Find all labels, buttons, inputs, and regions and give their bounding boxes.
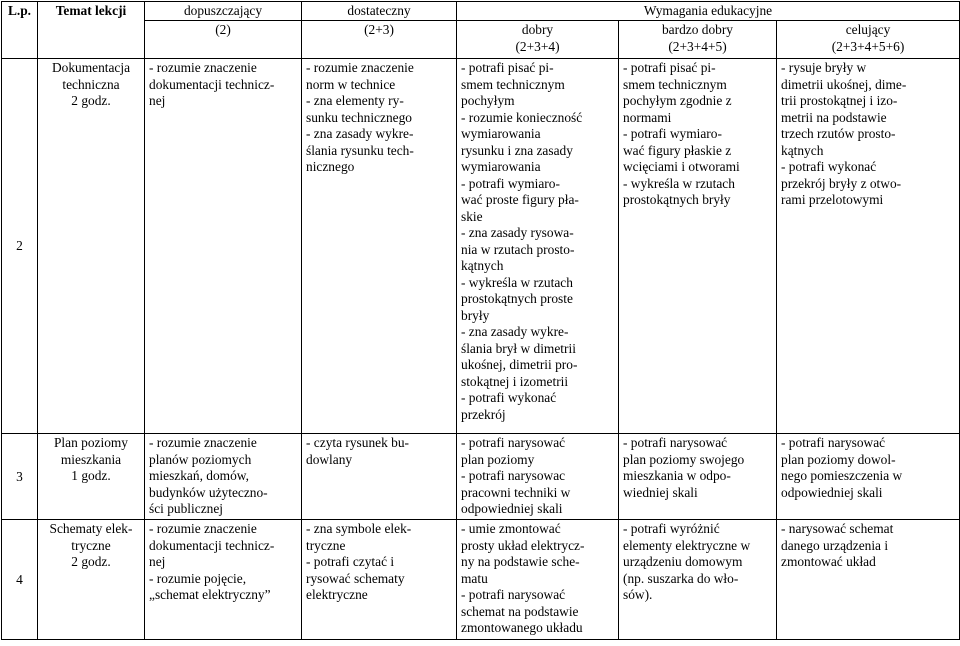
requirement-cell: - rysuje bryły w dimetrii ukośnej, dime- trii prostokątnej i izo- metrii na podstawie trzech rzutów prosto- kątnych - potrafi wykonać przekrój bryły z otwo- rami przelotowymi [777, 59, 960, 434]
header-level-2-code [302, 21, 457, 59]
header-level-5 [777, 21, 960, 59]
requirement-cell: - czyta rysunek bu- dowlany [302, 434, 457, 520]
requirement-cell: - potrafi wyróżnić elementy elektryczne w urządzeniu domowym (np. suszarka do wło- sów). [619, 520, 777, 640]
lesson-topic: Schematy elek- tryczne 2 godz. [38, 520, 145, 640]
requirement-cell: - potrafi narysować plan poziomy - potrafi narysowac pracowni techniki w odpowiedniej skali [457, 434, 619, 520]
requirement-cell: - potrafi pisać pi- smem technicznym pochyłym zgodnie z normami - potrafi wymiaro- wać figury płaskie z wcięciami i otworami - wykreśla w rzutach prostokątnych bryły [619, 59, 777, 434]
header-topic: Temat lekcji [38, 2, 145, 59]
requirement-cell: - rozumie znaczenie planów poziomych mieszkań, domów, budynków użyteczno- ści publicznej [145, 434, 302, 520]
lesson-topic: Dokumentacja techniczna 2 godz. [38, 59, 145, 434]
level-name: bardzo dobry [661, 22, 734, 37]
table-row [2, 434, 960, 520]
row-number: 4 [2, 520, 38, 640]
header-level-1 [145, 2, 302, 21]
requirement-cell: - umie zmontować prosty układ elektrycz- ny na podstawie sche- matu - potrafi narysować schemat na podstawie zmontowanego układu [457, 520, 619, 640]
level-code: (2+3+4+5+6) [831, 38, 905, 54]
requirement-cell: - rozumie znaczenie dokumentacji technicz- nej [145, 59, 302, 434]
level-code: (2+3+4) [515, 38, 560, 54]
row-number: 2 [2, 59, 38, 434]
level-code: (2+3+4+5) [668, 38, 727, 54]
header-row-1 [2, 2, 960, 21]
requirement-cell: - potrafi narysować plan poziomy swojego mieszkania w odpo- wiedniej skali [619, 434, 777, 520]
level-code: (2+3) [364, 22, 394, 37]
header-level-2 [302, 2, 457, 21]
requirement-cell: - rozumie znaczenie dokumentacji technicz- nej - rozumie pojęcie, „schemat elektryczny” [145, 520, 302, 640]
level-code: (2) [215, 22, 231, 37]
header-requirements: Wymagania edukacyjne [457, 2, 960, 21]
requirement-cell: - narysować schemat danego urządzenia i zmontować układ [777, 520, 960, 640]
requirements-table [1, 1, 960, 640]
row-number: 3 [2, 434, 38, 520]
header-lp: L.p. [2, 2, 38, 59]
requirement-cell: - rozumie znaczenie norm w technice - zna elementy ry- sunku technicznego - zna zasady wykre- ślania rysunku tech- nicznego [302, 59, 457, 434]
requirement-cell: - potrafi pisać pi- smem technicznym pochyłym - rozumie konieczność wymiarowania rysunku i zna zasady wymiarowania - potrafi wymiaro- wać proste figury pła- skie - zna zasady rysowa- nia w rzutach prosto- kątnych - wykreśla w rzutach prostokątnych proste bryły - zna zasady wykre- ślania brył w dimetrii ukośnej, dimetrii pro- stokątnej i izometrii - potrafi wykonać przekrój [457, 59, 619, 434]
level-name: dopuszczający [183, 3, 263, 18]
requirement-cell: - potrafi narysować plan poziomy dowol- nego pomieszczenia w odpowiedniej skali [777, 434, 960, 520]
level-name: dostateczny [347, 3, 411, 18]
level-name: celujący [845, 22, 891, 37]
header-level-1-code [145, 21, 302, 59]
level-name: dobry [521, 22, 554, 37]
header-row-2 [2, 21, 960, 59]
requirement-cell: - zna symbole elek- tryczne - potrafi czytać i rysować schematy elektryczne [302, 520, 457, 640]
header-level-4 [619, 21, 777, 59]
header-level-3 [457, 21, 619, 59]
table-row [2, 520, 960, 640]
table-row [2, 59, 960, 434]
lesson-topic: Plan poziomy mieszkania 1 godz. [38, 434, 145, 520]
